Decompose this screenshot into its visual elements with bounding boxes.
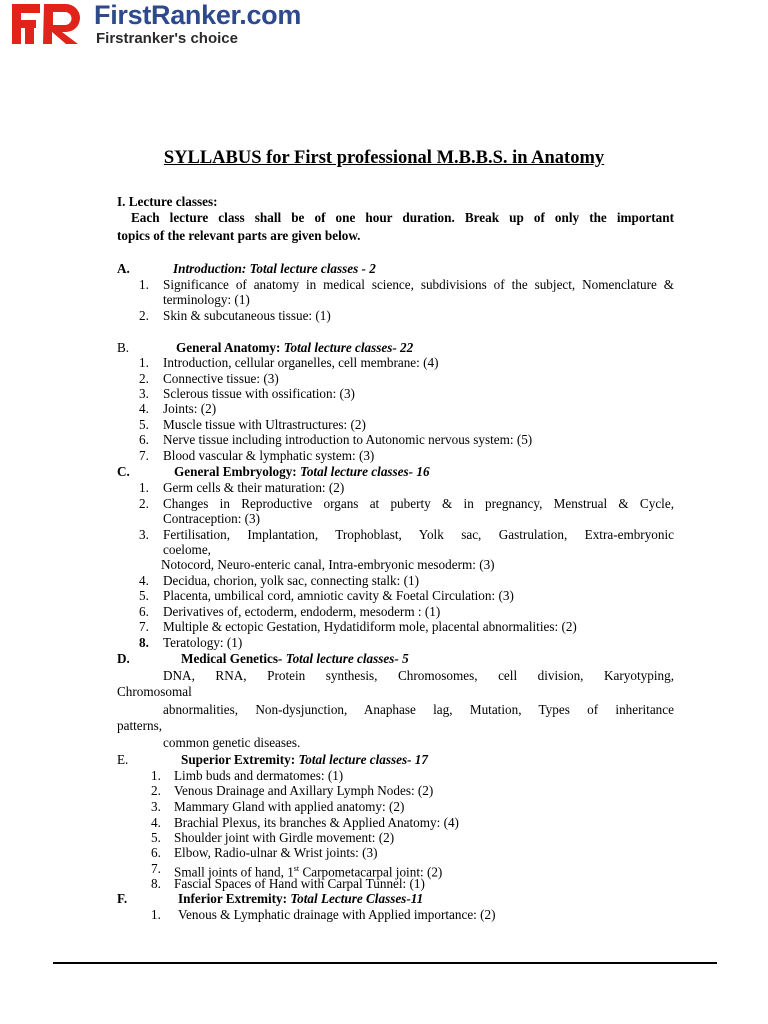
- section-letter: C.: [117, 464, 130, 479]
- intro-line: Each lecture class shall be of one hour duration. Break up of only the important: [131, 210, 674, 225]
- list-number: 7.: [139, 448, 149, 463]
- list-item-cont: coelome,: [163, 542, 211, 557]
- list-number: 2.: [139, 371, 149, 386]
- paragraph-line: DNA, RNA, Protein synthesis, Chromosomes, cell division, Karyotyping,: [163, 668, 674, 683]
- list-item: Blood vascular & lymphatic system: (3): [163, 448, 375, 463]
- list-item: Teratology: (1): [163, 635, 243, 650]
- list-item: Placenta, umbilical cord, amniotic cavity & Foetal Circulation: (3): [163, 588, 514, 603]
- section-heading-b: General Anatomy: Total lecture classes- 22: [176, 340, 414, 355]
- list-number: 6.: [151, 845, 161, 860]
- list-number: 3.: [139, 527, 149, 542]
- list-number: 8.: [151, 876, 161, 891]
- list-number: 7.: [151, 861, 161, 876]
- list-number: 4.: [151, 815, 161, 830]
- list-item: Sclerous tissue with ossification: (3): [163, 386, 355, 401]
- list-item: Shoulder joint with Girdle movement: (2): [174, 830, 395, 845]
- list-item: Venous & Lymphatic drainage with Applied importance: (2): [178, 907, 496, 922]
- paragraph-line: abnormalities, Non-dysjunction, Anaphase lag, Mutation, Types of inheritance: [163, 702, 674, 717]
- list-item: Connective tissue: (3): [163, 371, 279, 386]
- section-heading: I. Lecture classes:: [117, 194, 218, 209]
- firstranker-logo-icon: [12, 2, 86, 46]
- list-item-cont: terminology: (1): [163, 292, 250, 307]
- list-item: Fascial Spaces of Hand with Carpal Tunnel: (1): [174, 876, 425, 891]
- list-number: 4.: [139, 573, 149, 588]
- section-heading-e: Superior Extremity: Total lecture classes- 17: [181, 752, 428, 767]
- list-number: 1.: [151, 907, 161, 922]
- list-item: Elbow, Radio-ulnar & Wrist joints: (3): [174, 845, 378, 860]
- list-item-cont: Contraception: (3): [163, 511, 261, 526]
- list-number: 1.: [139, 480, 149, 495]
- list-item: Joints: (2): [163, 401, 217, 416]
- list-item: Multiple & ectopic Gestation, Hydatidiform mole, placental abnormalities: (2): [163, 619, 577, 634]
- section-letter: D.: [117, 651, 130, 666]
- list-number: 8.: [139, 635, 149, 650]
- section-letter: E.: [117, 752, 129, 767]
- list-item: Germ cells & their maturation: (2): [163, 480, 345, 495]
- list-item: Limb buds and dermatomes: (1): [174, 768, 344, 783]
- list-item: Significance of anatomy in medical science, subdivisions of the subject, Nomenclature &: [163, 277, 674, 292]
- list-number: 4.: [139, 401, 149, 416]
- list-number: 5.: [139, 417, 149, 432]
- list-number: 1.: [139, 277, 149, 292]
- section-heading-d: Medical Genetics- Total lecture classes- 5: [181, 651, 409, 666]
- section-letter: F.: [117, 891, 128, 906]
- list-item: Venous Drainage and Axillary Lymph Nodes: (2): [174, 783, 434, 798]
- section-letter: A.: [117, 261, 130, 276]
- footer-divider: [53, 962, 717, 964]
- list-number: 2.: [151, 783, 161, 798]
- list-item: Introduction, cellular organelles, cell membrane: (4): [163, 355, 439, 370]
- list-item: Decidua, chorion, yolk sac, connecting stalk: (1): [163, 573, 419, 588]
- list-number: 7.: [139, 619, 149, 634]
- list-number: 2.: [139, 308, 149, 323]
- list-item: Skin & subcutaneous tissue: (1): [163, 308, 331, 323]
- list-item: Nerve tissue including introduction to Autonomic nervous system: (5): [163, 432, 533, 447]
- paragraph-line: patterns,: [117, 718, 163, 733]
- section-heading-a: Introduction: Total lecture classes - 2: [173, 261, 376, 276]
- list-number: 5.: [139, 588, 149, 603]
- list-item: Brachial Plexus, its branches & Applied Anatomy: (4): [174, 815, 459, 830]
- list-item: Mammary Gland with applied anatomy: (2): [174, 799, 405, 814]
- list-number: 1.: [151, 768, 161, 783]
- intro-line: topics of the relevant parts are given below.: [117, 228, 361, 243]
- list-item: Small joints of hand, 1st Carpometacarpal joint: (2): [174, 864, 443, 880]
- logo-subtitle: Firstranker's choice: [96, 30, 238, 47]
- list-item: Muscle tissue with Ultrastructures: (2): [163, 417, 366, 432]
- logo-title: FirstRanker.com: [94, 0, 302, 30]
- logo: [12, 2, 332, 50]
- section-letter: B.: [117, 340, 130, 355]
- list-number: 5.: [151, 830, 161, 845]
- paragraph-line: common genetic diseases.: [163, 735, 301, 750]
- section-heading-f: Inferior Extremity: Total Lecture Classes-11: [178, 891, 424, 906]
- paragraph-line: Chromosomal: [117, 684, 192, 699]
- list-item: Derivatives of, ectoderm, endoderm, mesoderm : (1): [163, 604, 441, 619]
- list-item: Fertilisation, Implantation, Trophoblast, Yolk sac, Gastrulation, Extra-embryonic: [163, 527, 674, 542]
- list-item-cont: Notocord, Neuro-enteric canal, Intra-embryonic mesoderm: (3): [161, 557, 495, 572]
- list-number: 2.: [139, 496, 149, 511]
- list-number: 6.: [139, 432, 149, 447]
- list-number: 3.: [139, 386, 149, 401]
- list-number: 6.: [139, 604, 149, 619]
- section-heading-c: General Embryology: Total lecture classes- 16: [174, 464, 430, 479]
- page-title: SYLLABUS for First professional M.B.B.S. in Anatomy: [163, 148, 605, 168]
- list-number: 1.: [139, 355, 149, 370]
- list-item: Changes in Reproductive organs at puberty & in pregnancy, Menstrual & Cycle,: [163, 496, 674, 511]
- list-number: 3.: [151, 799, 161, 814]
